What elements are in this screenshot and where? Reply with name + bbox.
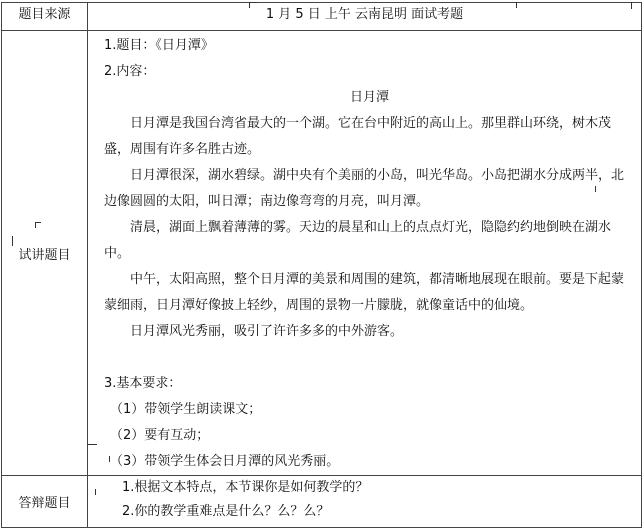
defense-label: 答辩题目 xyxy=(2,476,88,528)
edit-mark xyxy=(595,186,596,192)
defense-content xyxy=(88,476,642,528)
edit-mark xyxy=(109,456,110,462)
content-line: 2.内容： xyxy=(104,64,156,79)
passage-paragraph: 日月潭风光秀丽，吸引了许许多多的中外游客。 xyxy=(130,324,404,339)
lecture-row xyxy=(2,31,642,476)
edit-mark xyxy=(12,236,13,246)
defense-row xyxy=(2,476,642,528)
defense-question: 1.根据文本特点，本节课你是如何教学的？ xyxy=(122,480,369,495)
requirement-item: （1）带领学生朗读课文； xyxy=(110,402,262,417)
requirement-item: （3）带领学生体会日月潭的风光秀丽。 xyxy=(110,454,340,469)
source-value: 1 月 5 日 上午 云南昆明 面试考题 xyxy=(88,3,642,31)
passage-title: 日月潭 xyxy=(349,90,389,105)
header-row xyxy=(2,3,642,31)
edit-mark xyxy=(516,2,517,8)
edit-mark xyxy=(631,2,632,9)
topic-line: 1.题目：《日月潭》 xyxy=(104,38,214,53)
edit-mark xyxy=(35,222,41,223)
source-label: 题目来源 xyxy=(2,3,88,31)
defense-question: 2.你的教学重难点是什么？么？么？ xyxy=(122,504,330,519)
passage-paragraph: 中午，太阳高照，整个日月潭的美景和周围的建筑，都清晰地展现在眼前。要是下起蒙蒙细雨，日月潭好像披上轻纱，周围的景物一片朦胧，就像童话中的仙境。 xyxy=(104,272,625,313)
passage-paragraph: 清晨，湖面上飘着薄薄的雾。天边的晨星和山上的点点灯光，隐隐约约地倒映在湖水中。 xyxy=(104,220,612,261)
requirements-title: 3.基本要求： xyxy=(104,376,182,391)
passage-paragraph: 日月潭是我国台湾省最大的一个湖。它在台中附近的高山上。那里群山环绕，树木茂盛，周围有许多名胜古迹。 xyxy=(104,116,612,157)
edit-mark xyxy=(95,489,96,495)
lecture-content xyxy=(88,31,642,476)
passage-paragraph: 日月潭很深，湖水碧绿。湖中央有个美丽的小岛，叫光华岛。小岛把湖水分成两半，北边像圆圆的太阳，叫日潭；南边像弯弯的月亮，叫月潭。 xyxy=(104,168,625,209)
spacer xyxy=(104,345,635,371)
edit-mark xyxy=(249,2,257,3)
lecture-label: 试讲题目 xyxy=(2,31,88,476)
exam-table xyxy=(1,2,642,528)
edit-mark xyxy=(87,444,97,445)
requirement-item: （2）要有互动； xyxy=(110,428,210,443)
